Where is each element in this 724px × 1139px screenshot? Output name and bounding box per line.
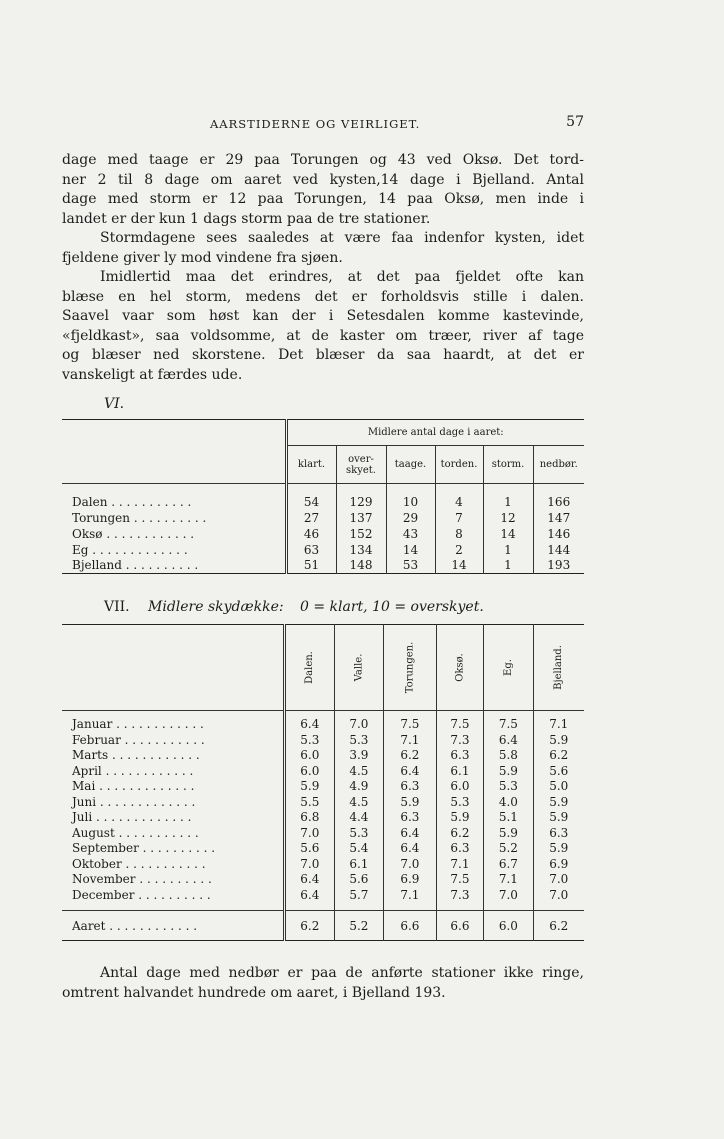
row-name: November [72,872,136,887]
table-cell: 14 [435,558,483,574]
text-line: ner 2 til 8 dage om aaret ved kysten,14 dage i Bjelland. Antal [62,171,584,188]
table-vi-label: VI. [104,396,125,412]
table-cell: 6.6 [436,911,484,941]
table-cell: 6.7 [484,856,533,872]
group-header: Midlere antal dage i aaret: [286,420,584,446]
table-cell: 6.8 [284,810,334,826]
text-line: Imidlertid maa det erindres, at det paa fjeldet ofte kan [100,269,584,285]
table-row [62,794,584,810]
table-cell: 5.3 [284,732,334,748]
table-cell: 1 [483,494,533,510]
text-line: Antal dage med nedbør er paa de anførte stationer ikke ringe, [100,965,584,981]
table-cell: 46 [286,526,336,542]
table-cell: 6.2 [384,748,437,764]
table-cell: 7.0 [484,887,533,903]
table-cell: 5.8 [484,748,533,764]
table-cell: 5.1 [484,810,533,826]
table-cell: 5.3 [436,794,484,810]
table-cell: 5.6 [533,763,584,779]
leader-dots: . . . . . . . . . . . . [105,918,198,933]
table-cell: 6.9 [384,872,437,888]
table-cell: 7.1 [384,887,437,903]
leader-dots: . . . . . . . . . . . . . [96,794,196,809]
table-vii-label: VII. [104,599,130,615]
table-cell: 6.3 [384,779,437,795]
table-cell: 7.1 [436,856,484,872]
closing-paragraph [62,964,584,1003]
table-row [62,526,584,542]
table-vii-legend: 0 = klart, 10 = overskyet. [300,599,484,615]
table-cell: 43 [386,526,435,542]
table-vii-body [62,717,584,903]
table-cell: 6.3 [436,841,484,857]
table-row [62,748,584,764]
table-cell: 6.0 [284,748,334,764]
page-number: 57 [566,114,584,130]
table-cell: 6.2 [533,911,584,941]
table-cell: 2 [435,542,483,558]
table-cell: 137 [336,510,386,526]
text-line: Saavel vaar som høst kan der i Setesdalen komme kastevinde, [62,308,584,324]
table-cell: 54 [286,494,336,510]
table-cell: 193 [533,558,584,574]
leader-dots: . . . . . . . . . . [138,841,216,856]
text-line: fjeldene giver ly mod vindene fra sjøen. [62,249,343,266]
table-cell: 14 [386,542,435,558]
leader-dots: . . . . . . . . . . . [120,732,205,747]
column-header: taage. [386,446,435,484]
table-cell: 7.3 [436,732,484,748]
table-cell: 5.9 [533,794,584,810]
table-cell: 7.0 [284,856,334,872]
table-row [62,763,584,779]
table-cell: 53 [386,558,435,574]
table-cell: 5.9 [436,810,484,826]
table-vi-body [62,494,584,574]
row-name: Januar [72,717,113,732]
table-row [62,510,584,526]
table-cell: 3.9 [334,748,384,764]
table-cell: 7.3 [436,887,484,903]
leader-dots: . . . . . . . . . . . [107,494,192,509]
table-cell: 166 [533,494,584,510]
column-header: nedbør. [533,446,584,484]
leader-dots: . . . . . . . . . . . . . [95,779,195,794]
table-cell: 5.0 [533,779,584,795]
table-cell: 5.3 [334,825,384,841]
text-line: Stormdagene sees saaledes at være faa indenfor kysten, idet [100,230,584,246]
table-cell: 7.5 [436,872,484,888]
leader-dots: . . . . . . . . . . . [114,825,199,840]
table-cell: 7.0 [533,872,584,888]
table-cell: 6.2 [284,911,334,941]
table-cell: 5.6 [334,872,384,888]
table-cell: 6.1 [436,763,484,779]
row-name: Bjelland [72,558,122,573]
table-cell: 144 [533,542,584,558]
table-cell: 6.4 [384,841,437,857]
table-cell: 5.6 [284,841,334,857]
column-header: Valle. [353,653,365,682]
table-cell: 10 [386,494,435,510]
table-cell: 6.4 [384,825,437,841]
spacer-row [62,484,584,494]
table-cell: 4.0 [484,794,533,810]
table-cell: 148 [336,558,386,574]
column-header: Oksø. [454,653,466,682]
paragraph-2 [62,229,584,268]
leader-dots: . . . . . . . . . . . . [112,717,204,732]
text-line: omtrent halvandet hundrede om aaret, i Bjelland 193. [62,984,446,1001]
table-cell: 5.2 [484,841,533,857]
table-cell: 6.4 [284,887,334,903]
running-title: AARSTIDERNE OG VEIRLIGET. [210,117,421,131]
text-line: blæse en hel storm, medens det er forholdsvis stille i dalen. [62,288,584,305]
column-header: klart. [286,446,336,484]
table-cell: 6.0 [436,779,484,795]
table-cell: 5.9 [533,732,584,748]
column-header: torden. [435,446,483,484]
table-row [62,841,584,857]
row-name: April [72,763,102,778]
leader-dots: . . . . . . . . . . . . . [92,810,192,825]
table-cell: 7.5 [484,717,533,733]
table-vii-caption: Midlere skydække: [148,599,284,615]
row-name: Eg [72,542,89,557]
row-name: Aaret [72,918,106,933]
text-line: landet er der kun 1 dags storm paa de tre stationer. [62,210,431,227]
table-cell: 8 [435,526,483,542]
table-cell: 7.5 [384,717,437,733]
spacer-row [62,903,584,911]
paragraph-1 [62,151,584,229]
row-name: Mai [72,779,96,794]
table-cell: 6.4 [484,732,533,748]
row-name: December [72,887,135,902]
table-cell: 27 [286,510,336,526]
table-row [62,717,584,733]
table-cell: 5.9 [284,779,334,795]
row-name: Juni [72,794,97,809]
table-cell: 5.3 [484,779,533,795]
table-row [62,872,584,888]
column-header: Eg. [502,659,514,676]
text-line: vanskeligt at færdes ude. [62,366,243,383]
table-cell: 6.3 [384,810,437,826]
table-cell: 6.9 [533,856,584,872]
column-header: Dalen. [304,651,316,684]
table-cell: 7.1 [484,872,533,888]
row-name: Marts [72,748,109,763]
table-cell: 6.3 [533,825,584,841]
table-cell: 6.2 [533,748,584,764]
table-cell: 7.1 [384,732,437,748]
table-cell: 4.5 [334,794,384,810]
table-row [62,887,584,903]
row-name: Juli [72,810,93,825]
column-header: storm. [483,446,533,484]
row-name: Torungen [72,510,131,525]
table-cell: 63 [286,542,336,558]
table-cell: 14 [483,526,533,542]
row-name: Februar [72,732,121,747]
table-cell: 6.4 [284,717,334,733]
table-row [62,810,584,826]
table-cell: 12 [483,510,533,526]
column-header: Bjelland. [553,645,565,690]
text-line: dage med taage er 29 paa Torungen og 43 ved Oksø. Det tord- [62,152,584,168]
leader-dots: . . . . . . . . . . [130,510,207,525]
table-cell: 5.3 [334,732,384,748]
table-cell: 152 [336,526,386,542]
table-row [62,732,584,748]
table-row [62,558,584,574]
table-cell: 29 [386,510,435,526]
table-cell: 147 [533,510,584,526]
leader-dots: . . . . . . . . . . . . [108,748,200,763]
leader-dots: . . . . . . . . . . . . [101,763,194,778]
table-cell: 4.4 [334,810,384,826]
table-cell: 4.9 [334,779,384,795]
row-name: September [72,841,139,856]
table-cell: 5.9 [533,810,584,826]
row-name: Dalen [72,494,108,509]
table-cell: 7.1 [533,717,584,733]
paragraph-3 [62,268,584,385]
table-row [62,779,584,795]
table-cell: 5.7 [334,887,384,903]
table-cell: 5.2 [334,911,384,941]
table-row [62,542,584,558]
stub-header [62,420,286,484]
table-cell: 5.9 [384,794,437,810]
leader-dots: . . . . . . . . . . . . [102,526,195,541]
table-cell: 7.0 [533,887,584,903]
table-cell: 7.0 [384,856,437,872]
table-cell: 146 [533,526,584,542]
table-cell: 6.3 [436,748,484,764]
table-row [62,494,584,510]
leader-dots: . . . . . . . . . . . . . [88,542,188,557]
table-cell: 51 [286,558,336,574]
table-row [62,856,584,872]
text-line: «fjeldkast», saa voldsomme, at de kaster om træer, river af tage [62,327,584,344]
row-name: Oktober [72,856,122,871]
text-line: dage med storm er 12 paa Torungen, 14 paa Oksø, men inde i [62,191,584,207]
running-header [62,114,584,137]
table-cell: 5.9 [484,825,533,841]
table-cell: 7.0 [284,825,334,841]
leader-dots: . . . . . . . . . . [135,872,212,887]
table-cell: 7 [435,510,483,526]
table-cell: 129 [336,494,386,510]
table-vi [62,419,584,574]
table-cell: 4 [435,494,483,510]
table-cell: 5.9 [533,841,584,857]
table-cell: 6.2 [436,825,484,841]
table-cell: 134 [336,542,386,558]
table-cell: 7.0 [334,717,384,733]
leader-dots: . . . . . . . . . . [134,887,211,902]
table-cell: 6.1 [334,856,384,872]
table-cell: 6.0 [284,763,334,779]
table-cell: 6.6 [384,911,437,941]
column-header: Torungen. [404,641,416,694]
table-cell: 1 [483,558,533,574]
table-cell: 6.0 [484,911,533,941]
leader-dots: . . . . . . . . . . . [121,856,206,871]
table-cell: 1 [483,542,533,558]
table-vii [62,624,584,941]
table-cell: 5.4 [334,841,384,857]
table-row [62,825,584,841]
column-header: over-skyet. [336,446,386,484]
row-name: August [72,825,115,840]
total-row [62,911,584,941]
table-cell: 6.4 [284,872,334,888]
table-cell: 5.5 [284,794,334,810]
leader-dots: . . . . . . . . . . [121,558,199,573]
stub-header [62,625,284,711]
table-cell: 4.5 [334,763,384,779]
row-name: Oksø [72,526,103,541]
text-line: og blæser ned skorstene. Det blæser da saa haardt, at det er [62,347,584,363]
table-cell: 6.4 [384,763,437,779]
table-cell: 7.5 [436,717,484,733]
table-cell: 5.9 [484,763,533,779]
